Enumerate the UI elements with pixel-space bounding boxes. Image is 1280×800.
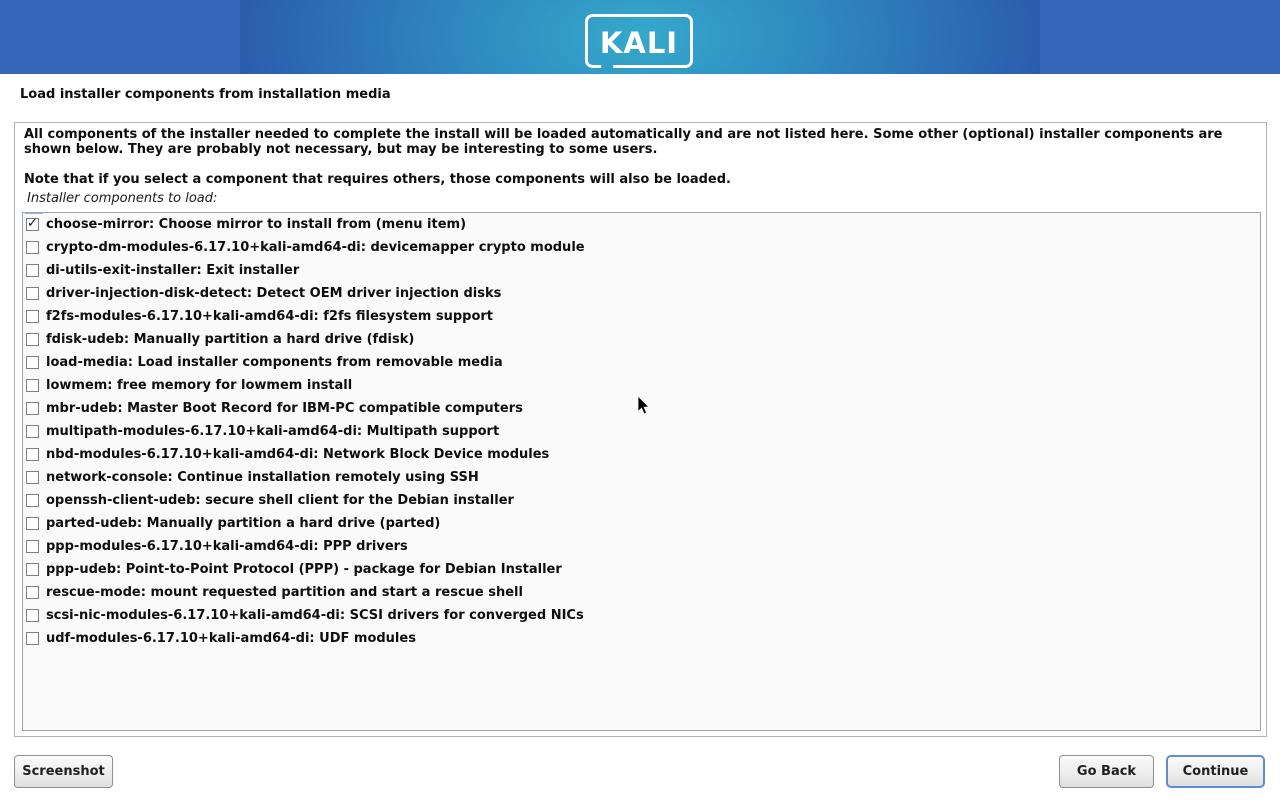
intro-paragraph-2: Note that if you select a component that requires others, those components will also be loaded. (24, 172, 731, 187)
component-label: openssh-client-udeb: secure shell client for the Debian installer (46, 493, 514, 508)
list-item[interactable] (23, 604, 1260, 627)
component-label: choose-mirror: Choose mirror to install from (menu item) (46, 217, 467, 232)
component-checkbox[interactable] (26, 609, 39, 622)
list-item[interactable] (23, 627, 1260, 650)
list-item[interactable] (23, 351, 1260, 374)
component-label: multipath-modules-6.17.10+kali-amd64-di: Multipath support (46, 424, 500, 439)
list-item[interactable] (23, 397, 1260, 420)
list-item[interactable] (23, 443, 1260, 466)
component-label: driver-injection-disk-detect: Detect OEM driver injection disks (46, 286, 502, 301)
list-item[interactable] (23, 420, 1260, 443)
intro-paragraph-1: All components of the installer needed to complete the install will be loaded automatically and are not listed here. Some other (optional) installer components are shown below. They are probably not necessary, but may be interesting to some users. (24, 127, 1223, 157)
components-list-label: Installer components to load: (27, 191, 218, 206)
component-label: fdisk-udeb: Manually partition a hard drive (fdisk) (46, 332, 415, 347)
component-label: load-media: Load installer components from removable media (46, 355, 503, 370)
list-item[interactable] (23, 259, 1260, 282)
list-item[interactable] (23, 558, 1260, 581)
component-checkbox[interactable] (26, 264, 39, 277)
kali-logo-text: KALI (599, 26, 679, 60)
component-checkbox[interactable] (26, 448, 39, 461)
go-back-button[interactable]: Go Back (1059, 755, 1154, 788)
list-item[interactable] (23, 466, 1260, 489)
page-title: Load installer components from installation media (20, 87, 391, 102)
list-item[interactable] (23, 512, 1260, 535)
list-item[interactable] (23, 489, 1260, 512)
list-item[interactable] (23, 213, 1260, 236)
component-label: mbr-udeb: Master Boot Record for IBM-PC compatible computers (46, 401, 523, 416)
list-item[interactable] (23, 374, 1260, 397)
component-label: rescue-mode: mount requested partition and start a rescue shell (46, 585, 523, 600)
component-checkbox[interactable] (26, 333, 39, 346)
component-label: di-utils-exit-installer: Exit installer (46, 263, 300, 278)
component-checkbox[interactable] (26, 632, 39, 645)
component-checkbox[interactable] (26, 356, 39, 369)
component-list[interactable] (22, 212, 1261, 731)
component-checkbox[interactable] (26, 379, 39, 392)
component-checkbox[interactable] (26, 287, 39, 300)
component-label: ppp-udeb: Point-to-Point Protocol (PPP) - package for Debian Installer (46, 562, 562, 577)
component-checkbox[interactable] (26, 563, 39, 576)
component-label: nbd-modules-6.17.10+kali-amd64-di: Network Block Device modules (46, 447, 550, 462)
component-label: parted-udeb: Manually partition a hard drive (parted) (46, 516, 441, 531)
continue-button[interactable]: Continue (1166, 755, 1265, 788)
component-label: f2fs-modules-6.17.10+kali-amd64-di: f2fs filesystem support (46, 309, 493, 324)
component-label: lowmem: free memory for lowmem install (46, 378, 353, 393)
component-label: crypto-dm-modules-6.17.10+kali-amd64-di: devicemapper crypto module (46, 240, 585, 255)
component-checkbox[interactable] (26, 241, 39, 254)
component-checkbox[interactable] (26, 494, 39, 507)
kali-header (0, 0, 1280, 74)
component-checkbox[interactable] (26, 586, 39, 599)
list-item[interactable] (23, 305, 1260, 328)
screenshot-button[interactable]: Screenshot (14, 755, 113, 788)
kali-logo-icon (585, 14, 693, 68)
component-checkbox[interactable] (26, 517, 39, 530)
component-label: ppp-modules-6.17.10+kali-amd64-di: PPP drivers (46, 539, 408, 554)
list-item[interactable] (23, 236, 1260, 259)
list-item[interactable] (23, 535, 1260, 558)
list-item[interactable] (23, 328, 1260, 351)
list-item[interactable] (23, 581, 1260, 604)
component-checkbox[interactable] (26, 310, 39, 323)
component-checkbox[interactable] (26, 218, 39, 231)
content-frame (14, 122, 1267, 737)
component-label: scsi-nic-modules-6.17.10+kali-amd64-di: SCSI drivers for converged NICs (46, 608, 584, 623)
component-checkbox[interactable] (26, 540, 39, 553)
list-item[interactable] (23, 282, 1260, 305)
component-label: network-console: Continue installation remotely using SSH (46, 470, 479, 485)
component-checkbox[interactable] (26, 402, 39, 415)
component-checkbox[interactable] (26, 425, 39, 438)
component-label: udf-modules-6.17.10+kali-amd64-di: UDF modules (46, 631, 416, 646)
component-checkbox[interactable] (26, 471, 39, 484)
